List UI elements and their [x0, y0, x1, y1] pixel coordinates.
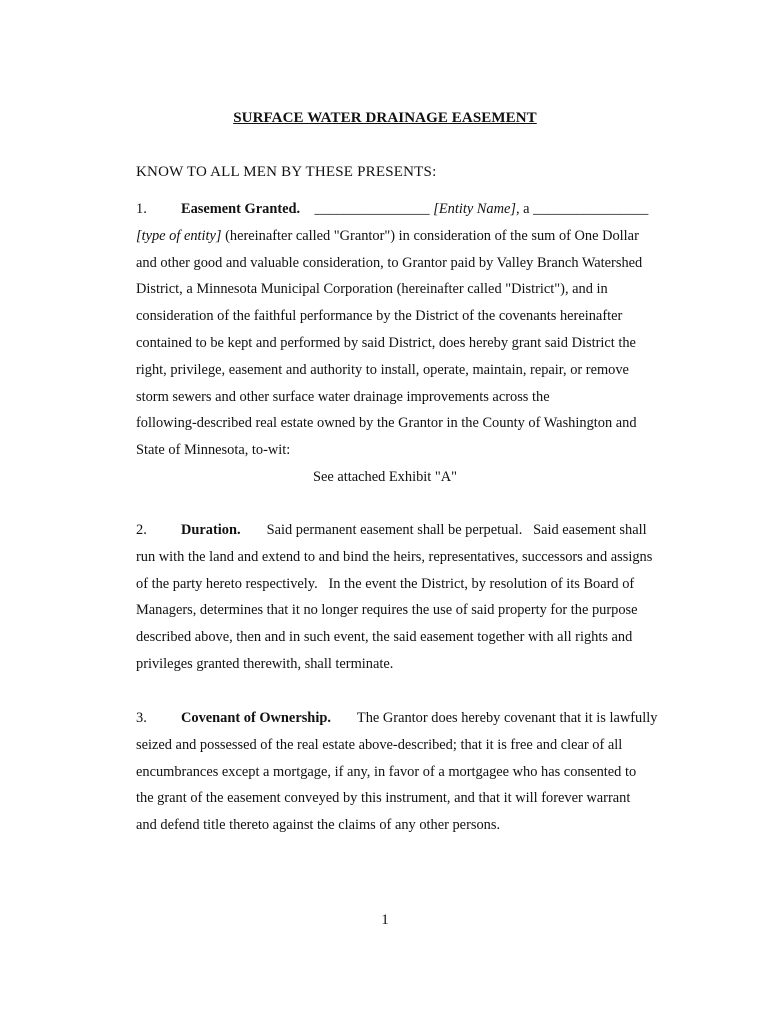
preamble: KNOW TO ALL MEN BY THESE PRESENTS:	[136, 164, 437, 180]
section-text-line: consideration of the faithful performance by the District of the covenants hereinafter	[136, 308, 623, 325]
section-heading: Easement Granted.	[181, 201, 301, 217]
section-text-line: privileges granted therewith, shall terminate.	[136, 655, 394, 672]
entity-type-placeholder: [type of entity]	[136, 227, 222, 244]
grantor-blank: ________________	[314, 201, 430, 217]
section-1-second-line	[136, 223, 682, 250]
section-easement-granted	[136, 196, 682, 491]
section-text-line: State of Minnesota, to-wit:	[136, 442, 291, 459]
section-text-line: following-described real estate owned by the Grantor in the County of Washington and	[136, 415, 637, 432]
section-text-line: of the party hereto respectively. In the event the District, by resolution of its Board of	[136, 575, 635, 592]
section-text-line: run with the land and extend to and bind the heirs, representatives, successors and assigns	[136, 548, 653, 565]
section-text: The Grantor does hereby covenant that it is lawfully	[356, 710, 658, 726]
section-covenant-of-ownership	[136, 705, 682, 839]
section-3-first-line	[136, 705, 682, 732]
page-number: 1	[381, 912, 389, 928]
section-text-line: encumbrances except a mortgage, if any, in favor of a mortgagee who has consented to	[136, 763, 637, 780]
entity-name-placeholder: [Entity Name]	[433, 201, 516, 217]
section-duration	[136, 517, 682, 678]
section-text-line: and other good and valuable consideration, to Grantor paid by Valley Branch Watershed	[136, 254, 643, 271]
section-text-line: and defend title thereto against the claims of any other persons.	[136, 817, 501, 834]
section-heading: Duration.	[181, 522, 241, 538]
section-text-line: seized and possessed of the real estate above-described; that it is free and clear of all	[136, 736, 623, 753]
document-title: SURFACE WATER DRAINAGE EASEMENT	[233, 110, 537, 126]
section-text-line: described above, then and in such event, the said easement together with all rights and	[136, 629, 633, 646]
section-text: Said permanent easement shall be perpetual. Said easement shall	[266, 522, 647, 538]
section-text-line: Managers, determines that it no longer requires the use of said property for the purpose	[136, 602, 638, 619]
section-text: (hereinafter called "Grantor") in consideration of the sum of One Dollar	[221, 227, 639, 244]
section-1-first-line	[136, 196, 682, 223]
section-text-line: storm sewers and other surface water drainage improvements across the	[136, 388, 550, 405]
section-2-first-line	[136, 517, 682, 544]
section-number: 1.	[136, 201, 147, 217]
section-text-line: the grant of the easement conveyed by this instrument, and that it will forever warrant	[136, 790, 631, 807]
section-text-line: right, privilege, easement and authority to install, operate, maintain, repair, or remove	[136, 361, 629, 378]
section-number: 2.	[136, 522, 147, 538]
section-number: 3.	[136, 710, 147, 726]
exhibit-reference: See attached Exhibit "A"	[312, 468, 458, 485]
entity-type-blank: , a ________________	[515, 201, 649, 217]
section-text-line: contained to be kept and performed by said District, does hereby grant said District the	[136, 334, 636, 351]
section-text-line: District, a Minnesota Municipal Corporation (hereinafter called "District"), and in	[136, 281, 608, 298]
section-heading: Covenant of Ownership.	[181, 710, 331, 726]
